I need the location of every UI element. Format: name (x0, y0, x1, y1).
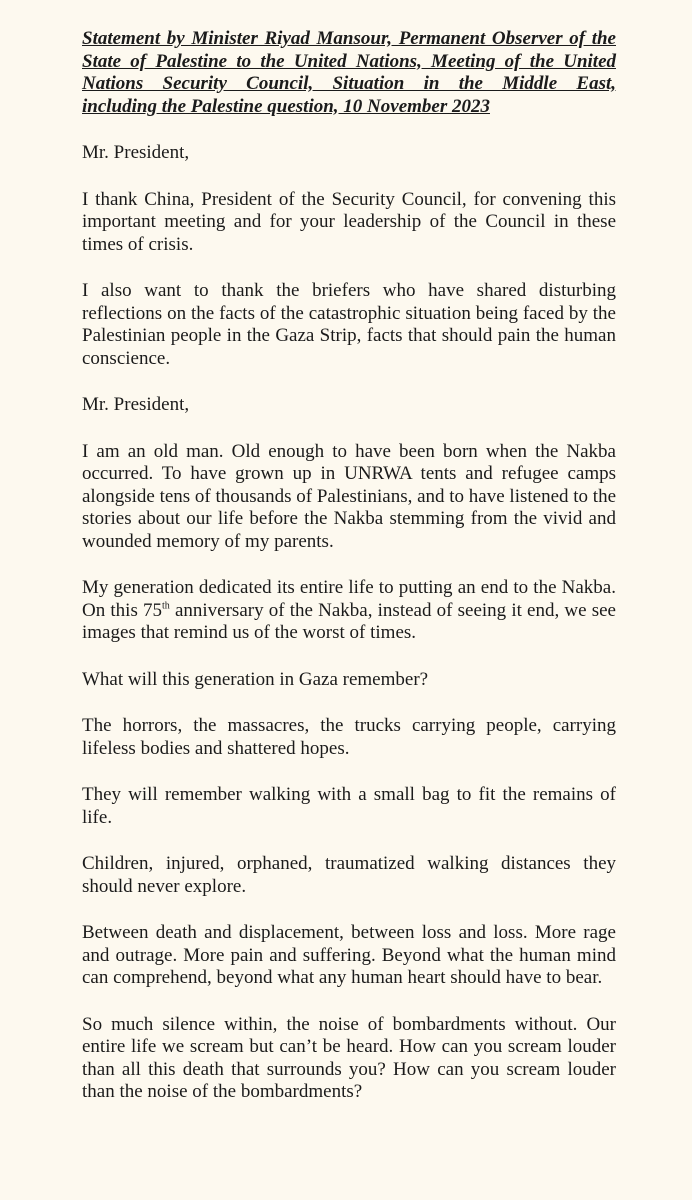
statement-title-main: Statement by Minister Riyad Mansour, Permanent Observer of the State of Palestine to the United Nations, Meeting of the United Nations Security Council, Situation in the Middle East, (82, 28, 616, 94)
paragraph-silence: So much silence within, the noise of bombardments without. Our entire life we scream but can’t be heard. How can you scream louder than all this death that surrounds you? How can you scream louder than the noise of the bombardments? (82, 1013, 616, 1102)
statement-title (82, 28, 616, 118)
salutation-1: Mr. President, (82, 142, 190, 163)
paragraph-generation-part2: anniversary of the Nakba, instead of seeing it end, we see images that remind us of the worst of times. (82, 599, 616, 643)
paragraph-old-man: I am an old man. Old enough to have been born when the Nakba occurred. To have grown up in UNRWA tents and refugee camps alongside tens of thousands of Palestinians, and to have listened to the stories about our life before the Nakba stemming from the vivid and wounded memory of my parents. (82, 440, 617, 552)
paragraph-thanks-china: I thank China, President of the Security Council, for convening this important meeting and for your leadership of the Council in these times of crisis. (82, 188, 616, 255)
paragraph-question: What will this generation in Gaza remember? (82, 668, 429, 690)
statement-title-last-line: including the Palestine question, 10 November 2023 (82, 95, 490, 117)
salutation-2: Mr. President, (82, 394, 190, 415)
paragraph-small-bag: They will remember walking with a small bag to fit the remains of life. (82, 784, 616, 828)
paragraph-thanks-briefers: I also want to thank the briefers who have shared disturbing reflections on the facts of the catastrophic situation being faced by the Palestinian people in the Gaza Strip, facts that should pain the human conscience. (82, 280, 616, 369)
paragraph-generation-part1: My generation dedicated its entire life to putting an end to the Nakba. On this 75 (82, 577, 616, 621)
paragraph-death-displacement: Between death and displacement, between loss and loss. More rage and outrage. More pain and suffering. Beyond what the human mind can comprehend, beyond what any human heart should have to bear. (82, 922, 616, 988)
paragraph-horrors: The horrors, the massacres, the trucks carrying people, carrying lifeless bodies and shattered hopes. (82, 715, 616, 759)
paragraph-generation (82, 577, 616, 645)
ordinal-suffix: th (162, 600, 170, 612)
paragraph-children: Children, injured, orphaned, traumatized walking distances they should never explore. (82, 853, 616, 897)
